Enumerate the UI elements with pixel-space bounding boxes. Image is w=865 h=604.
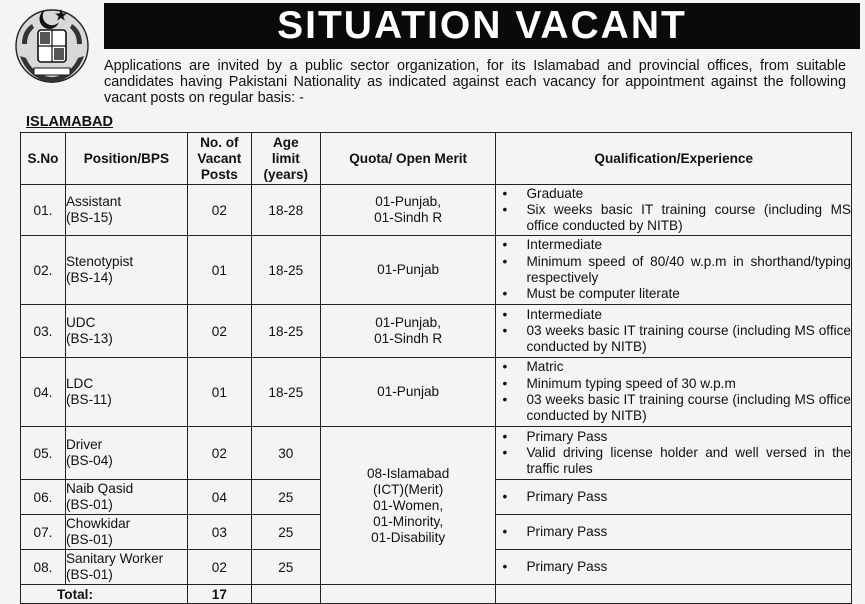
- government-emblem-icon: [12, 4, 92, 86]
- region-heading: ISLAMABAD: [26, 114, 113, 130]
- header-posts: No. of Vacant Posts: [187, 133, 251, 185]
- cell-quota: 01-Punjab: [320, 236, 496, 305]
- list-item: • Graduate: [496, 186, 851, 202]
- list-item: • Primary Pass: [496, 524, 851, 540]
- cell-posts: 02: [187, 427, 251, 480]
- cell-qualification: [496, 236, 852, 305]
- total-empty-quota: [320, 585, 496, 604]
- table-row: [21, 185, 852, 236]
- list-item: • Matric: [496, 359, 851, 375]
- cell-age: 18-25: [251, 236, 320, 305]
- cell-age: 18-28: [251, 185, 320, 236]
- cell-sno: 06.: [21, 480, 66, 515]
- list-item: • Must be computer literate: [496, 286, 851, 302]
- cell-age: 25: [251, 515, 320, 550]
- cell-posts: 02: [187, 185, 251, 236]
- cell-posts: 04: [187, 480, 251, 515]
- list-item: • Intermediate: [496, 307, 851, 323]
- cell-sno: 02.: [21, 236, 66, 305]
- list-item: • 03 weeks basic IT training course (including MS office conducted by NITB): [496, 392, 851, 425]
- cell-qualification: [496, 305, 852, 358]
- total-label: Total:: [21, 585, 188, 604]
- list-item: • Six weeks basic IT training course (including MS office conducted by NITB): [496, 202, 851, 235]
- cell-sno: 01.: [21, 185, 66, 236]
- cell-position: Driver (BS-04): [65, 427, 187, 480]
- cell-qualification: [496, 358, 852, 427]
- total-empty-age: [251, 585, 320, 604]
- cell-qualification: [496, 550, 852, 585]
- page-title: SITUATION VACANT: [104, 3, 860, 49]
- total-posts: 17: [187, 585, 251, 604]
- cell-position: Chowkidar (BS-01): [65, 515, 187, 550]
- table-row: [21, 427, 852, 480]
- list-item: • Valid driving license holder and well versed in the traffic rules: [496, 445, 851, 478]
- table-row: [21, 305, 852, 358]
- cell-age: 25: [251, 480, 320, 515]
- cell-quota: 01-Punjab, 01-Sindh R: [320, 305, 496, 358]
- list-item: • Primary Pass: [496, 429, 851, 445]
- list-item: • Primary Pass: [496, 489, 851, 505]
- cell-qualification: [496, 480, 852, 515]
- cell-age: 18-25: [251, 305, 320, 358]
- table-header-row: [21, 133, 852, 185]
- cell-sno: 05.: [21, 427, 66, 480]
- cell-position: LDC (BS-11): [65, 358, 187, 427]
- cell-position: UDC (BS-13): [65, 305, 187, 358]
- vacancy-table: [20, 132, 852, 604]
- intro-paragraph: Applications are invited by a public sector organization, for its Islamabad and provincial offices, from suitable candidates having Pakistani Nationality as indicated against each vacancy for appointment against the following vacant posts on regular basis: -: [104, 58, 846, 106]
- cell-quota: 01-Punjab: [320, 358, 496, 427]
- cell-posts: 01: [187, 358, 251, 427]
- cell-sno: 07.: [21, 515, 66, 550]
- table-row: [21, 358, 852, 427]
- cell-position: Stenotypist (BS-14): [65, 236, 187, 305]
- table-row: [21, 236, 852, 305]
- cell-position: Naib Qasid (BS-01): [65, 480, 187, 515]
- list-item: • Primary Pass: [496, 559, 851, 575]
- header-qualification: Qualification/Experience: [496, 133, 852, 185]
- list-item: • Minimum typing speed of 30 w.p.m: [496, 376, 851, 392]
- cell-posts: 02: [187, 305, 251, 358]
- cell-age: 25: [251, 550, 320, 585]
- cell-qualification: [496, 185, 852, 236]
- cell-sno: 08.: [21, 550, 66, 585]
- header-sno: S.No: [21, 133, 66, 185]
- header-position: Position/BPS: [65, 133, 187, 185]
- cell-position: Assistant (BS-15): [65, 185, 187, 236]
- header-quota: Quota/ Open Merit: [320, 133, 496, 185]
- cell-posts: 03: [187, 515, 251, 550]
- cell-qualification: [496, 427, 852, 480]
- total-row: [21, 585, 852, 604]
- cell-sno: 03.: [21, 305, 66, 358]
- cell-shared-quota: 08-Islamabad (ICT)(Merit) 01-Women, 01-Minority, 01-Disability: [320, 427, 496, 585]
- list-item: • 03 weeks basic IT training course (including MS office conducted by NITB): [496, 323, 851, 356]
- cell-qualification: [496, 515, 852, 550]
- cell-age: 30: [251, 427, 320, 480]
- cell-position: Sanitary Worker (BS-01): [65, 550, 187, 585]
- list-item: • Intermediate: [496, 237, 851, 253]
- cell-sno: 04.: [21, 358, 66, 427]
- cell-posts: 02: [187, 550, 251, 585]
- cell-age: 18-25: [251, 358, 320, 427]
- cell-posts: 01: [187, 236, 251, 305]
- list-item: • Minimum speed of 80/40 w.p.m in shorthand/typing respectively: [496, 254, 851, 287]
- total-empty-qualification: [496, 585, 852, 604]
- cell-quota: 01-Punjab, 01-Sindh R: [320, 185, 496, 236]
- header-age: Age limit (years): [251, 133, 320, 185]
